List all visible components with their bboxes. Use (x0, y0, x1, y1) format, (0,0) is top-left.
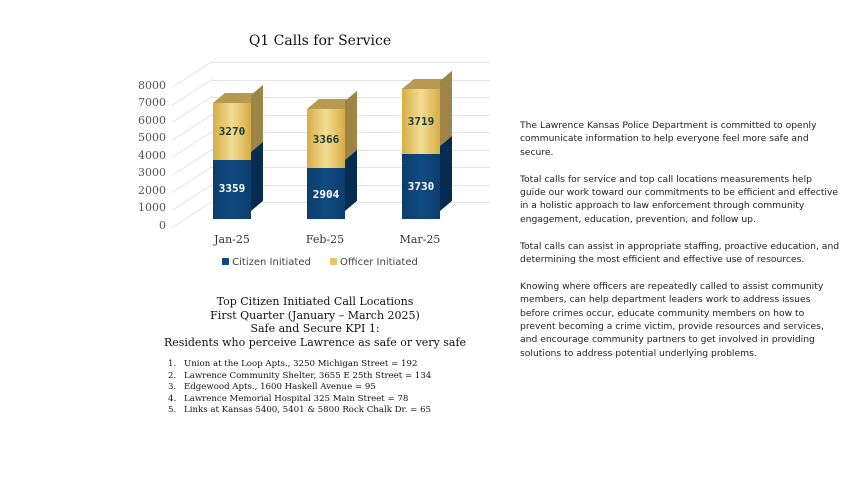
bar-side (345, 150, 357, 211)
description-text (520, 119, 840, 374)
heading-line: First Quarter (January – March 2025) (210, 308, 420, 322)
gridline (210, 62, 490, 63)
heading-line: Top Citizen Initiated Call Locations (216, 295, 414, 308)
legend-swatch-icon (330, 258, 337, 265)
list-item: 4. Lawrence Memorial Hospital 325 Main Street = 78 (168, 393, 409, 404)
y-tick: 1000 (138, 201, 166, 214)
chart-title: Q1 Calls for Service (248, 33, 392, 49)
locations-heading (160, 295, 470, 349)
y-tick: 3000 (138, 166, 166, 179)
y-tick: 4000 (138, 149, 166, 162)
bar-feb-25 (307, 25, 345, 225)
x-label: Feb-25 (305, 233, 345, 246)
bar-side (251, 142, 263, 211)
calls-for-service-chart (130, 25, 510, 280)
y-tick: 8000 (138, 79, 166, 92)
legend-item-officer: Officer Initiated (330, 257, 418, 268)
y-tick: 0 (159, 219, 166, 232)
chart-legend (130, 257, 510, 268)
value-label: 3719 (407, 115, 435, 128)
y-tick: 5000 (138, 131, 166, 144)
top-locations-list (168, 359, 431, 417)
y-tick: 7000 (138, 96, 166, 109)
legend-swatch-icon (222, 258, 229, 265)
heading-line: Residents who perceive Lawrence as safe or very safe (163, 335, 467, 349)
bar-segment-officer (307, 109, 345, 168)
bar-segment-citizen (307, 168, 345, 219)
x-label: Mar-25 (399, 233, 441, 246)
heading-line: Safe and Secure KPI 1: (250, 322, 380, 335)
paragraph: The Lawrence Kansas Police Department is committed to openly communicate information to help everyone feel more safe and secure. (520, 120, 817, 158)
value-label: 3366 (312, 133, 340, 146)
value-label: 3730 (407, 180, 435, 193)
list-item: 2. Lawrence Community Shelter, 3655 E 25th Street = 134 (168, 370, 432, 381)
bar-side (440, 136, 452, 211)
paragraph: Total calls for service and top call locations measurements help guide our work toward our commitments to be efficient and effective in a holistic approach to law enforcement through community engagement, education, prevention, and follow up. (520, 173, 839, 225)
list-item: 1. Union at the Loop Apts., 3250 Michigan Street = 192 (168, 359, 418, 369)
value-label: 2904 (312, 188, 340, 201)
value-label: 3270 (218, 125, 246, 138)
bar-side (440, 71, 452, 146)
bar-mar-25 (402, 25, 440, 225)
list-item: 5. Links at Kansas 5400, 5401 & 5800 Rock Chalk Dr. = 65 (168, 405, 432, 416)
paragraph: Knowing where officers are repeatedly called to assist community members, can help department leaders work to address issues before crimes occur, educate community members on how to prevent becoming a crime victim, provide resources and services, and encourage community partners to get involved in providing solutions to address potential underlying problems. (520, 280, 824, 359)
bar-segment-citizen (213, 160, 251, 219)
value-label: 3359 (218, 182, 246, 195)
y-tick: 6000 (138, 114, 166, 127)
bar-segment-citizen (402, 154, 440, 219)
list-item: 3. Edgewood Apts., 1600 Haskell Avenue = 95 (168, 382, 376, 393)
x-label: Jan-25 (214, 233, 250, 246)
bar-segment-officer (402, 89, 440, 154)
legend-item-citizen: Citizen Initiated (222, 257, 311, 268)
gridline (172, 61, 213, 88)
bar-jan-25 (213, 25, 251, 225)
paragraph: Total calls can assist in appropriate staffing, proactive education, and determining the most efficient and effective use of resources. (520, 240, 840, 266)
y-tick: 2000 (138, 184, 166, 197)
bar-segment-officer (213, 103, 251, 160)
